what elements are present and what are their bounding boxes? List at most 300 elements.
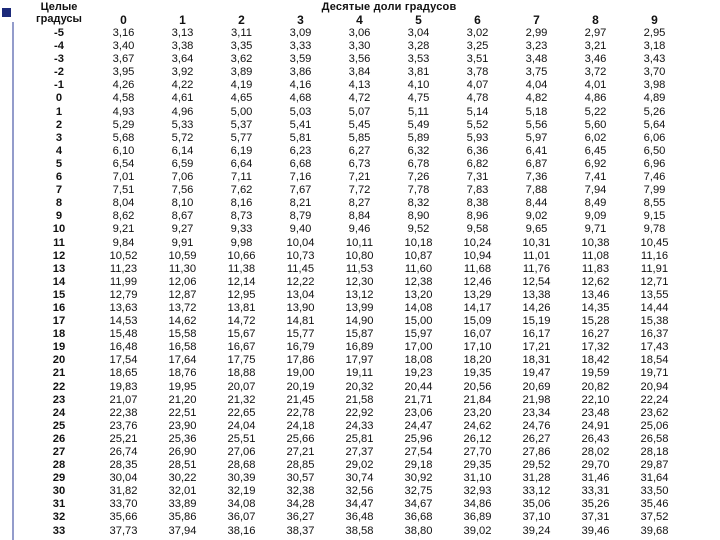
value-cell: 23,48 bbox=[581, 406, 610, 419]
value-cell: 37,94 bbox=[168, 524, 197, 537]
value-cell: 7,26 bbox=[407, 171, 430, 184]
value-cell: 37,10 bbox=[522, 511, 551, 524]
value-cell: 14,44 bbox=[640, 301, 669, 314]
value-cell: 3,28 bbox=[407, 40, 430, 53]
value-cell: 10,45 bbox=[640, 236, 669, 249]
table-row bbox=[24, 276, 684, 289]
value-cell: 23,20 bbox=[463, 406, 492, 419]
value-cell: 24,33 bbox=[345, 419, 374, 432]
value-cell: 7,01 bbox=[112, 171, 135, 184]
value-cell: 11,91 bbox=[640, 262, 669, 275]
value-cell: 14,08 bbox=[404, 301, 433, 314]
value-cell: 11,23 bbox=[109, 262, 138, 275]
value-cell: 6,82 bbox=[466, 157, 489, 170]
value-cell: 3,33 bbox=[289, 40, 312, 53]
value-cell: 9,46 bbox=[348, 223, 371, 236]
value-cell: 28,02 bbox=[581, 446, 610, 458]
value-cell: 6,10 bbox=[112, 144, 135, 157]
value-cell: 21,98 bbox=[522, 393, 551, 406]
value-cell: 4,07 bbox=[466, 79, 489, 92]
value-cell: 3,75 bbox=[525, 66, 548, 79]
table-body bbox=[24, 27, 684, 538]
value-cell: 22,10 bbox=[581, 393, 610, 406]
value-cell: 22,51 bbox=[168, 406, 197, 419]
value-cell: 15,00 bbox=[404, 315, 433, 328]
integer-degree-cell: 4 bbox=[55, 144, 63, 157]
table-row bbox=[24, 289, 684, 302]
value-cell: 13,55 bbox=[640, 288, 669, 301]
integer-degree-cell: 15 bbox=[52, 288, 66, 301]
value-cell: 28,85 bbox=[286, 459, 315, 472]
table-row bbox=[24, 498, 684, 511]
value-cell: 14,17 bbox=[463, 301, 492, 314]
value-cell: 3,40 bbox=[112, 40, 135, 53]
value-cell: 35,06 bbox=[522, 498, 551, 511]
value-cell: 25,66 bbox=[286, 432, 315, 445]
value-cell: 13,20 bbox=[404, 288, 433, 301]
value-cell: 21,71 bbox=[404, 393, 433, 406]
tenth-digit-header: 1 bbox=[179, 13, 186, 27]
tenth-digit-header: 2 bbox=[238, 13, 245, 27]
value-cell: 34,86 bbox=[463, 498, 492, 511]
value-cell: 8,27 bbox=[348, 197, 371, 210]
integer-degree-cell: -4 bbox=[54, 40, 64, 53]
value-cell: 4,04 bbox=[525, 79, 548, 92]
value-cell: 34,28 bbox=[286, 498, 315, 511]
value-cell: 13,81 bbox=[227, 301, 256, 314]
value-cell: 5,68 bbox=[112, 131, 135, 144]
value-cell: 9,40 bbox=[289, 223, 312, 236]
value-cell: 10,38 bbox=[581, 236, 610, 249]
value-cell: 27,70 bbox=[463, 446, 492, 458]
value-cell: 8,10 bbox=[171, 197, 194, 210]
value-cell: 31,82 bbox=[109, 485, 138, 498]
value-cell: 3,70 bbox=[643, 66, 666, 79]
value-cell: 15,19 bbox=[522, 315, 551, 328]
value-cell: 6,54 bbox=[112, 157, 135, 170]
value-cell: 9,84 bbox=[112, 236, 135, 249]
value-cell: 18,31 bbox=[522, 354, 551, 367]
integer-degree-cell: 17 bbox=[52, 315, 66, 328]
value-cell: 4,19 bbox=[230, 79, 253, 92]
value-cell: 24,04 bbox=[227, 419, 256, 432]
integer-degree-cell: 21 bbox=[52, 367, 66, 380]
integer-degrees-header bbox=[24, 1, 94, 27]
value-cell: 15,87 bbox=[345, 328, 374, 341]
value-cell: 14,90 bbox=[345, 315, 374, 328]
value-cell: 8,21 bbox=[289, 197, 312, 210]
value-cell: 3,53 bbox=[407, 53, 430, 66]
value-cell: 4,82 bbox=[525, 92, 548, 105]
value-cell: 2,97 bbox=[584, 27, 607, 39]
value-cell: 29,87 bbox=[640, 459, 669, 472]
value-cell: 5,56 bbox=[525, 118, 548, 131]
value-cell: 9,58 bbox=[466, 223, 489, 236]
value-cell: 4,93 bbox=[112, 105, 135, 118]
value-cell: 14,26 bbox=[522, 301, 551, 314]
value-cell: 21,20 bbox=[168, 393, 197, 406]
value-cell: 7,99 bbox=[643, 184, 666, 197]
value-cell: 24,62 bbox=[463, 419, 492, 432]
value-cell: 10,59 bbox=[168, 249, 197, 262]
integer-degree-cell: 8 bbox=[55, 197, 63, 210]
integer-degree-cell: 13 bbox=[52, 262, 66, 275]
value-cell: 13,29 bbox=[463, 288, 492, 301]
value-cell: 38,58 bbox=[345, 524, 374, 537]
value-cell: 10,04 bbox=[286, 236, 315, 249]
value-cell: 5,72 bbox=[171, 131, 194, 144]
integer-degree-cell: 10 bbox=[52, 223, 66, 236]
integer-degree-cell: 33 bbox=[52, 524, 66, 537]
value-cell: 33,31 bbox=[581, 485, 610, 498]
value-cell: 28,68 bbox=[227, 459, 256, 472]
integer-degree-cell: 5 bbox=[55, 157, 63, 170]
value-cell: 17,75 bbox=[227, 354, 256, 367]
value-cell: 7,21 bbox=[348, 171, 371, 184]
value-cell: 11,68 bbox=[463, 262, 492, 275]
value-cell: 8,38 bbox=[466, 197, 489, 210]
value-cell: 16,48 bbox=[109, 341, 138, 354]
value-cell: 7,94 bbox=[584, 184, 607, 197]
value-cell: 4,72 bbox=[348, 92, 371, 105]
value-cell: 16,27 bbox=[581, 328, 610, 341]
value-cell: 15,09 bbox=[463, 315, 492, 328]
integer-degree-cell: 27 bbox=[52, 446, 66, 458]
value-cell: 8,55 bbox=[643, 197, 666, 210]
value-cell: 8,79 bbox=[289, 210, 312, 223]
value-cell: 7,36 bbox=[525, 171, 548, 184]
tenth-digit-header: 6 bbox=[474, 13, 481, 27]
value-cell: 16,58 bbox=[168, 341, 197, 354]
tenth-digit-header: 8 bbox=[592, 13, 599, 27]
value-cell: 24,76 bbox=[522, 419, 551, 432]
value-cell: 35,46 bbox=[640, 498, 669, 511]
table-row bbox=[24, 328, 684, 341]
table-row bbox=[24, 210, 684, 223]
value-cell: 3,46 bbox=[584, 53, 607, 66]
value-cell: 14,81 bbox=[286, 315, 315, 328]
value-cell: 15,58 bbox=[168, 328, 197, 341]
value-cell: 37,31 bbox=[581, 511, 610, 524]
value-cell: 13,38 bbox=[522, 288, 551, 301]
value-cell: 6,06 bbox=[643, 131, 666, 144]
value-cell: 19,95 bbox=[168, 380, 197, 393]
value-cell: 7,67 bbox=[289, 184, 312, 197]
value-cell: 33,12 bbox=[522, 485, 551, 498]
value-cell: 29,35 bbox=[463, 459, 492, 472]
value-cell: 3,84 bbox=[348, 66, 371, 79]
value-cell: 14,72 bbox=[227, 315, 256, 328]
value-cell: 25,81 bbox=[345, 432, 374, 445]
value-cell: 5,89 bbox=[407, 131, 430, 144]
value-cell: 19,35 bbox=[463, 367, 492, 380]
value-cell: 4,10 bbox=[407, 79, 430, 92]
value-cell: 3,86 bbox=[289, 66, 312, 79]
value-cell: 13,90 bbox=[286, 301, 315, 314]
value-cell: 19,83 bbox=[109, 380, 138, 393]
value-cell: 5,77 bbox=[230, 131, 253, 144]
value-cell: 20,07 bbox=[227, 380, 256, 393]
value-cell: 3,72 bbox=[584, 66, 607, 79]
value-cell: 7,06 bbox=[171, 171, 194, 184]
table-row bbox=[24, 367, 684, 380]
table-row bbox=[24, 263, 684, 276]
value-cell: 9,52 bbox=[407, 223, 430, 236]
value-cell: 9,02 bbox=[525, 210, 548, 223]
tenth-digit-header: 5 bbox=[415, 13, 422, 27]
value-cell: 5,03 bbox=[289, 105, 312, 118]
value-cell: 14,53 bbox=[109, 315, 138, 328]
value-cell: 20,69 bbox=[522, 380, 551, 393]
value-cell: 35,26 bbox=[581, 498, 610, 511]
table-row bbox=[24, 158, 684, 171]
value-cell: 20,19 bbox=[286, 380, 315, 393]
integer-degree-cell: 2 bbox=[55, 118, 63, 131]
value-cell: 21,32 bbox=[227, 393, 256, 406]
value-cell: 21,07 bbox=[109, 393, 138, 406]
value-cell: 5,26 bbox=[643, 105, 666, 118]
table-row bbox=[24, 106, 684, 119]
value-cell: 5,11 bbox=[408, 105, 429, 118]
value-cell: 34,47 bbox=[345, 498, 374, 511]
value-cell: 6,14 bbox=[171, 144, 194, 157]
value-cell: 20,56 bbox=[463, 380, 492, 393]
value-cell: 8,49 bbox=[584, 197, 607, 210]
value-cell: 6,92 bbox=[584, 157, 607, 170]
table-row bbox=[24, 420, 684, 433]
value-cell: 3,06 bbox=[348, 27, 371, 39]
value-cell: 6,96 bbox=[643, 157, 666, 170]
integer-degree-cell: 3 bbox=[55, 131, 63, 144]
value-cell: 6,41 bbox=[525, 144, 548, 157]
value-cell: 5,18 bbox=[525, 105, 548, 118]
table-row bbox=[24, 66, 684, 79]
value-cell: 36,68 bbox=[404, 511, 433, 524]
value-cell: 18,20 bbox=[463, 354, 492, 367]
value-cell: 28,18 bbox=[640, 446, 669, 458]
table-row bbox=[24, 92, 684, 105]
value-cell: 3,64 bbox=[171, 53, 194, 66]
value-cell: 17,64 bbox=[168, 354, 197, 367]
value-cell: 13,63 bbox=[109, 301, 138, 314]
table-row bbox=[24, 341, 684, 354]
integer-degree-cell: -2 bbox=[54, 66, 64, 79]
value-cell: 6,50 bbox=[643, 144, 666, 157]
value-cell: 25,51 bbox=[227, 432, 256, 445]
value-cell: 23,76 bbox=[109, 419, 138, 432]
value-cell: 9,15 bbox=[643, 210, 666, 223]
value-cell: 3,43 bbox=[643, 53, 666, 66]
value-cell: 10,94 bbox=[463, 249, 492, 262]
table-row bbox=[24, 485, 684, 498]
integer-degree-cell: 7 bbox=[55, 184, 63, 197]
value-cell: 23,34 bbox=[522, 406, 551, 419]
value-cell: 10,73 bbox=[286, 249, 315, 262]
value-cell: 4,89 bbox=[643, 92, 666, 105]
value-cell: 13,46 bbox=[581, 288, 610, 301]
tenths-digit-row bbox=[24, 13, 684, 27]
table-row bbox=[24, 354, 684, 367]
value-cell: 2,95 bbox=[643, 27, 666, 39]
value-cell: 21,45 bbox=[286, 393, 315, 406]
value-cell: 22,65 bbox=[227, 406, 256, 419]
value-cell: 9,78 bbox=[643, 223, 666, 236]
value-cell: 5,49 bbox=[407, 118, 430, 131]
tenth-digit-header: 7 bbox=[533, 13, 540, 27]
value-cell: 3,92 bbox=[171, 66, 194, 79]
value-cell: 4,68 bbox=[289, 92, 312, 105]
integer-degree-cell: 30 bbox=[52, 485, 66, 498]
value-cell: 7,62 bbox=[230, 184, 253, 197]
integer-degree-cell: -3 bbox=[54, 53, 64, 66]
value-cell: 17,54 bbox=[109, 354, 138, 367]
value-cell: 5,33 bbox=[171, 118, 194, 131]
value-cell: 7,56 bbox=[171, 184, 194, 197]
value-cell: 4,65 bbox=[230, 92, 253, 105]
value-cell: 6,64 bbox=[230, 157, 253, 170]
value-cell: 3,02 bbox=[466, 27, 489, 39]
value-cell: 7,51 bbox=[112, 184, 135, 197]
value-cell: 11,53 bbox=[345, 262, 374, 275]
value-cell: 8,16 bbox=[230, 197, 253, 210]
table-row bbox=[24, 511, 684, 524]
value-cell: 10,80 bbox=[345, 249, 374, 262]
value-cell: 20,32 bbox=[345, 380, 374, 393]
value-cell: 23,90 bbox=[168, 419, 197, 432]
integer-degree-cell: 24 bbox=[52, 406, 66, 419]
value-cell: 7,11 bbox=[231, 171, 252, 184]
value-cell: 6,19 bbox=[230, 144, 253, 157]
tenth-digit-header: 4 bbox=[356, 13, 363, 27]
value-cell: 5,14 bbox=[466, 105, 489, 118]
value-cell: 31,64 bbox=[640, 472, 669, 485]
table-row bbox=[24, 381, 684, 394]
value-cell: 9,91 bbox=[171, 236, 194, 249]
table-row bbox=[24, 132, 684, 145]
value-cell: 19,00 bbox=[286, 367, 315, 380]
value-cell: 3,25 bbox=[466, 40, 489, 53]
value-cell: 9,33 bbox=[230, 223, 253, 236]
value-cell: 27,37 bbox=[345, 446, 374, 458]
value-cell: 9,27 bbox=[171, 223, 194, 236]
value-cell: 4,78 bbox=[466, 92, 489, 105]
tenths-header: Десятые доли градусов bbox=[321, 1, 457, 13]
integer-degree-cell: 23 bbox=[52, 393, 66, 406]
value-cell: 7,46 bbox=[643, 171, 666, 184]
table-row bbox=[24, 53, 684, 66]
value-cell: 5,37 bbox=[230, 118, 253, 131]
value-cell: 5,60 bbox=[584, 118, 607, 131]
value-cell: 3,11 bbox=[231, 27, 252, 39]
value-cell: 28,35 bbox=[109, 459, 138, 472]
value-cell: 15,48 bbox=[109, 328, 138, 341]
value-cell: 4,01 bbox=[584, 79, 607, 92]
value-cell: 5,52 bbox=[466, 118, 489, 131]
integer-degree-cell: 16 bbox=[52, 301, 66, 314]
value-cell: 4,61 bbox=[171, 92, 194, 105]
integer-degree-cell: 18 bbox=[52, 328, 66, 341]
value-cell: 6,36 bbox=[466, 144, 489, 157]
value-cell: 35,86 bbox=[168, 511, 197, 524]
value-cell: 4,16 bbox=[289, 79, 312, 92]
integer-degree-cell: 6 bbox=[55, 171, 63, 184]
value-cell: 12,30 bbox=[345, 275, 374, 288]
integer-degree-cell: 12 bbox=[52, 249, 66, 262]
value-cell: 39,24 bbox=[522, 524, 551, 537]
value-cell: 21,58 bbox=[345, 393, 374, 406]
value-cell: 4,86 bbox=[584, 92, 607, 105]
integer-degree-cell: 29 bbox=[52, 472, 66, 485]
value-cell: 8,90 bbox=[407, 210, 430, 223]
value-cell: 22,38 bbox=[109, 406, 138, 419]
value-cell: 35,66 bbox=[109, 511, 138, 524]
value-cell: 3,48 bbox=[525, 53, 548, 66]
value-cell: 5,29 bbox=[112, 118, 135, 131]
value-cell: 25,96 bbox=[404, 432, 433, 445]
integer-degree-cell: 28 bbox=[52, 459, 66, 472]
value-cell: 3,67 bbox=[112, 53, 135, 66]
integer-degree-cell: 31 bbox=[52, 498, 66, 511]
value-cell: 5,45 bbox=[348, 118, 371, 131]
value-cell: 16,07 bbox=[463, 328, 492, 341]
value-cell: 7,41 bbox=[584, 171, 607, 184]
value-cell: 3,62 bbox=[230, 53, 253, 66]
table-row bbox=[24, 472, 684, 485]
value-cell: 32,75 bbox=[404, 485, 433, 498]
value-cell: 7,31 bbox=[466, 171, 489, 184]
value-cell: 16,79 bbox=[286, 341, 315, 354]
value-cell: 10,31 bbox=[522, 236, 551, 249]
value-cell: 39,02 bbox=[463, 524, 492, 537]
value-cell: 11,76 bbox=[522, 262, 551, 275]
value-cell: 32,93 bbox=[463, 485, 492, 498]
value-cell: 30,04 bbox=[109, 472, 138, 485]
table-row bbox=[24, 40, 684, 53]
value-cell: 33,70 bbox=[109, 498, 138, 511]
value-cell: 24,18 bbox=[286, 419, 315, 432]
value-cell: 3,98 bbox=[643, 79, 666, 92]
value-cell: 6,45 bbox=[584, 144, 607, 157]
value-cell: 7,88 bbox=[525, 184, 548, 197]
value-cell: 7,83 bbox=[466, 184, 489, 197]
table-row bbox=[24, 145, 684, 158]
value-cell: 13,04 bbox=[286, 288, 315, 301]
table-row bbox=[24, 315, 684, 328]
table-row bbox=[24, 197, 684, 210]
value-cell: 5,00 bbox=[230, 105, 253, 118]
value-cell: 3,16 bbox=[112, 27, 135, 39]
table-row bbox=[24, 184, 684, 197]
value-cell: 8,67 bbox=[171, 210, 194, 223]
value-cell: 8,04 bbox=[112, 197, 135, 210]
value-cell: 29,70 bbox=[581, 459, 610, 472]
value-cell: 3,23 bbox=[525, 40, 548, 53]
header-row bbox=[24, 1, 684, 13]
table-row bbox=[24, 394, 684, 407]
value-cell: 5,93 bbox=[466, 131, 489, 144]
table-row bbox=[24, 250, 684, 263]
value-cell: 3,18 bbox=[643, 40, 666, 53]
value-cell: 30,39 bbox=[227, 472, 256, 485]
value-cell: 9,09 bbox=[584, 210, 607, 223]
value-cell: 5,97 bbox=[525, 131, 548, 144]
value-cell: 30,57 bbox=[286, 472, 315, 485]
value-cell: 34,08 bbox=[227, 498, 256, 511]
value-cell: 14,35 bbox=[581, 301, 610, 314]
value-cell: 30,22 bbox=[168, 472, 197, 485]
value-cell: 16,17 bbox=[522, 328, 551, 341]
value-cell: 7,72 bbox=[348, 184, 371, 197]
